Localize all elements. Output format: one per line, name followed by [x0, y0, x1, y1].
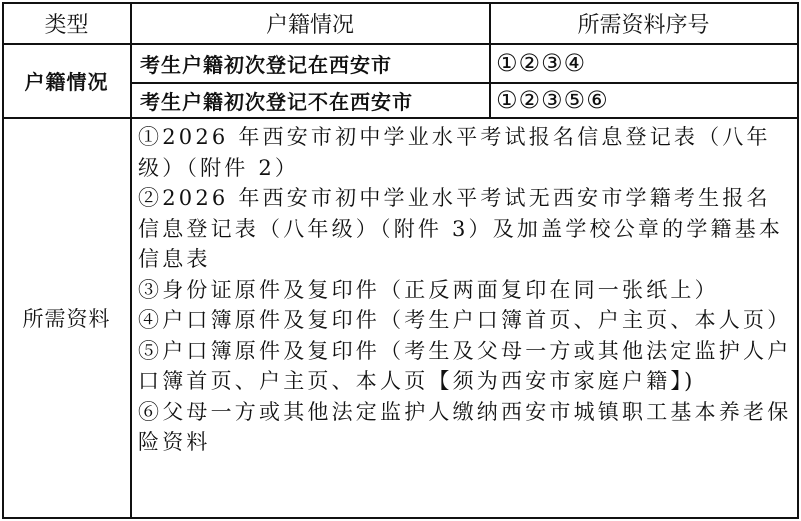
- border-right: [797, 2, 799, 518]
- material-item: ①2026 年西安市初中学业水平考试报名信息登记表（八年级）（附件 2）: [138, 125, 771, 180]
- border-bottom: [2, 517, 799, 519]
- material-item: ③身份证原件及复印件（正反两面复印在同一张纸上）: [138, 277, 719, 302]
- material-item: ⑥父母一方或其他法定监护人缴纳西安市城镇职工基本养老保险资料: [138, 399, 792, 454]
- hukou-items-local: ①②③④: [496, 49, 587, 77]
- hukou-items-nonlocal: ①②③⑤⑥: [496, 86, 609, 114]
- material-item: ④户口簿原件及复印件（考生户口簿首页、户主页、本人页）: [138, 308, 792, 332]
- materials-list: [138, 122, 793, 516]
- material-item: ②2026 年西安市初中学业水平考试无西安市学籍考生报名信息登记表（八年级）（附件 3）及加盖学校公章的学籍基本信息表: [138, 186, 784, 271]
- header-required-nos: 所需资料序号: [577, 12, 710, 38]
- hukou-condition-local: 考生户籍初次登记在西安市: [140, 52, 392, 77]
- header-type: 类型: [44, 12, 89, 38]
- materials-section-label: 所需资料: [22, 306, 111, 331]
- header-hukou-status: 户籍情况: [265, 12, 354, 38]
- divider-type-column: [130, 2, 132, 518]
- hukou-condition-nonlocal: 考生户籍初次登记不在西安市: [140, 89, 413, 114]
- hukou-section-label: 户籍情况: [24, 70, 109, 94]
- material-item: ⑤户口簿原件及复印件（考生及父母一方或其他法定监护人户口簿首页、户主页、本人页【须为西安市家庭户籍】): [138, 338, 792, 393]
